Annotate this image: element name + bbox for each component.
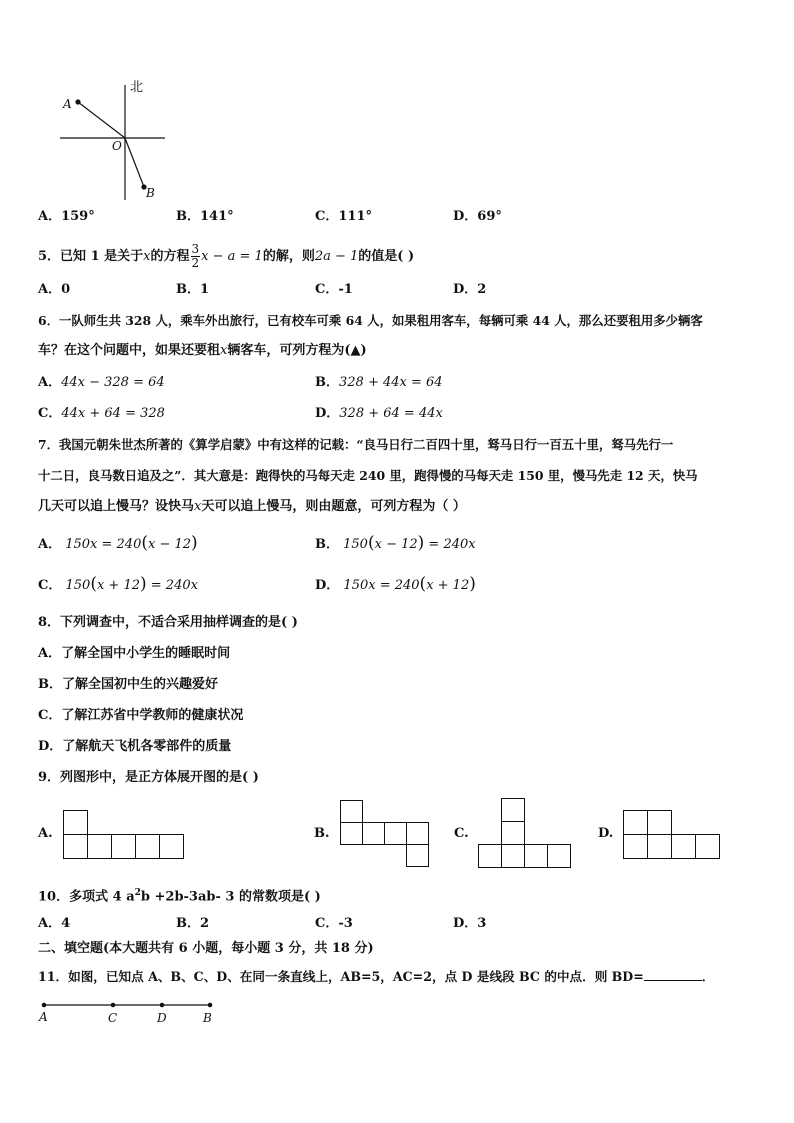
q7-stem-line3: 几天可以追上慢马？设快马x天可以追上慢马，则由题意，可列方程为（ ） bbox=[38, 499, 466, 514]
q9-label-b: B. bbox=[314, 826, 330, 841]
q7-option-a: A． 150x = 240(x − 12) bbox=[38, 533, 198, 553]
q10-option-b: B．2 bbox=[176, 916, 210, 931]
point-b-label: B bbox=[146, 186, 155, 200]
point-o-label: O bbox=[112, 139, 122, 153]
north-label: 北 bbox=[130, 80, 144, 95]
q7-stem-line1: 7．我国元朝朱世杰所著的《算学启蒙》中有这样的记载：“良马日行二百四十里，驽马日行一百五十里，驽马先行一 bbox=[38, 437, 674, 452]
q9-stem: 9．列图形中，是正方体展开图的是( ) bbox=[38, 770, 259, 785]
q7-stem-line2: 十二日，良马数日追及之”．其大意是：跑得快的马每天走 240 里，跑得慢的马每天走 150 里，慢马先走 12 天，快马 bbox=[38, 468, 698, 483]
section-2-title: 二、填空题(本大题共有 6 小题，每小题 3 分，共 18 分) bbox=[38, 941, 374, 956]
q10-option-c: C．-3 bbox=[315, 916, 353, 931]
q11-answer-blank[interactable] bbox=[644, 968, 702, 981]
q5-option-d: D．2 bbox=[453, 282, 487, 297]
q10-stem: 10．多项式 4 $a^2b +2b-3ab-$ 3 的常数项是( ) bbox=[38, 888, 321, 905]
q6-option-b: B．328 + 44x = 64 bbox=[315, 375, 443, 390]
q5-option-c: C．-1 bbox=[315, 282, 353, 297]
q5-option-a: A．0 bbox=[38, 282, 71, 297]
q8-option-a: A．了解全国中小学生的睡眠时间 bbox=[38, 646, 231, 661]
q9-net-d bbox=[623, 810, 723, 860]
q4-option-c: C．111° bbox=[315, 209, 372, 224]
q9-label-d: D. bbox=[598, 826, 614, 841]
q9-net-a bbox=[63, 810, 187, 860]
q6-option-d: D．328 + 64 = 44x bbox=[315, 406, 443, 421]
q11-line-figure bbox=[38, 996, 218, 1016]
q8-stem: 8．下列调查中，不适合采用抽样调查的是( ) bbox=[38, 615, 298, 630]
q6-stem-line2: 车？在这个问题中，如果还要租x辆客车，可列方程为(▲) bbox=[38, 343, 367, 358]
q6-option-a: A．44x − 328 = 64 bbox=[38, 375, 165, 390]
q4-option-b: B．141° bbox=[176, 209, 234, 224]
q8-option-d: D．了解航天飞机各零部件的质量 bbox=[38, 739, 232, 754]
q11-point-a: A bbox=[39, 1010, 48, 1024]
q11-stem: 11．如图，已知点 A、B、C、D、在同一条直线上，AB=5，AC=2，点 D 是线段 BC 的中点．则 BD= ． bbox=[38, 969, 715, 984]
q7-option-c: C． 150(x + 12) = 240x bbox=[38, 574, 198, 594]
point-a-label: A bbox=[63, 97, 72, 111]
q11-point-b: B bbox=[203, 1011, 212, 1025]
q8-option-c: C．了解江苏省中学教师的健康状况 bbox=[38, 708, 244, 723]
q9-net-c bbox=[478, 798, 574, 870]
q4-option-a: A．159° bbox=[38, 209, 95, 224]
q7-option-b: B． 150(x − 12) = 240x bbox=[315, 533, 476, 553]
q5-option-b: B．1 bbox=[176, 282, 210, 297]
q10-option-a: A．4 bbox=[38, 916, 71, 931]
q7-option-d: D． 150x = 240(x + 12) bbox=[315, 574, 476, 594]
q9-net-b bbox=[340, 800, 432, 872]
q9-label-a: A. bbox=[38, 826, 53, 841]
q10-option-d: D．3 bbox=[453, 916, 487, 931]
q8-option-b: B．了解全国初中生的兴趣爱好 bbox=[38, 677, 219, 692]
q5-fraction: $\frac{3}{2}$ bbox=[191, 242, 200, 270]
q11-point-c: C bbox=[108, 1011, 118, 1025]
q6-option-c: C．44x + 64 = 328 bbox=[38, 406, 165, 421]
q5-stem: 5．已知 1 是关于x的方程 $\frac{3}{2}$ x − a = 1的解，则2a − 1的值是( ) bbox=[38, 242, 415, 270]
q11-point-d: D bbox=[157, 1011, 167, 1025]
q6-stem-line1: 6．一队师生共 328 人，乘车外出旅行，已有校车可乘 64 人，如果租用客车，每辆可乘 44 人，那么还要租用多少辆客 bbox=[38, 313, 703, 328]
q4-option-d: D．69° bbox=[453, 209, 502, 224]
q9-label-c: C. bbox=[454, 826, 469, 841]
